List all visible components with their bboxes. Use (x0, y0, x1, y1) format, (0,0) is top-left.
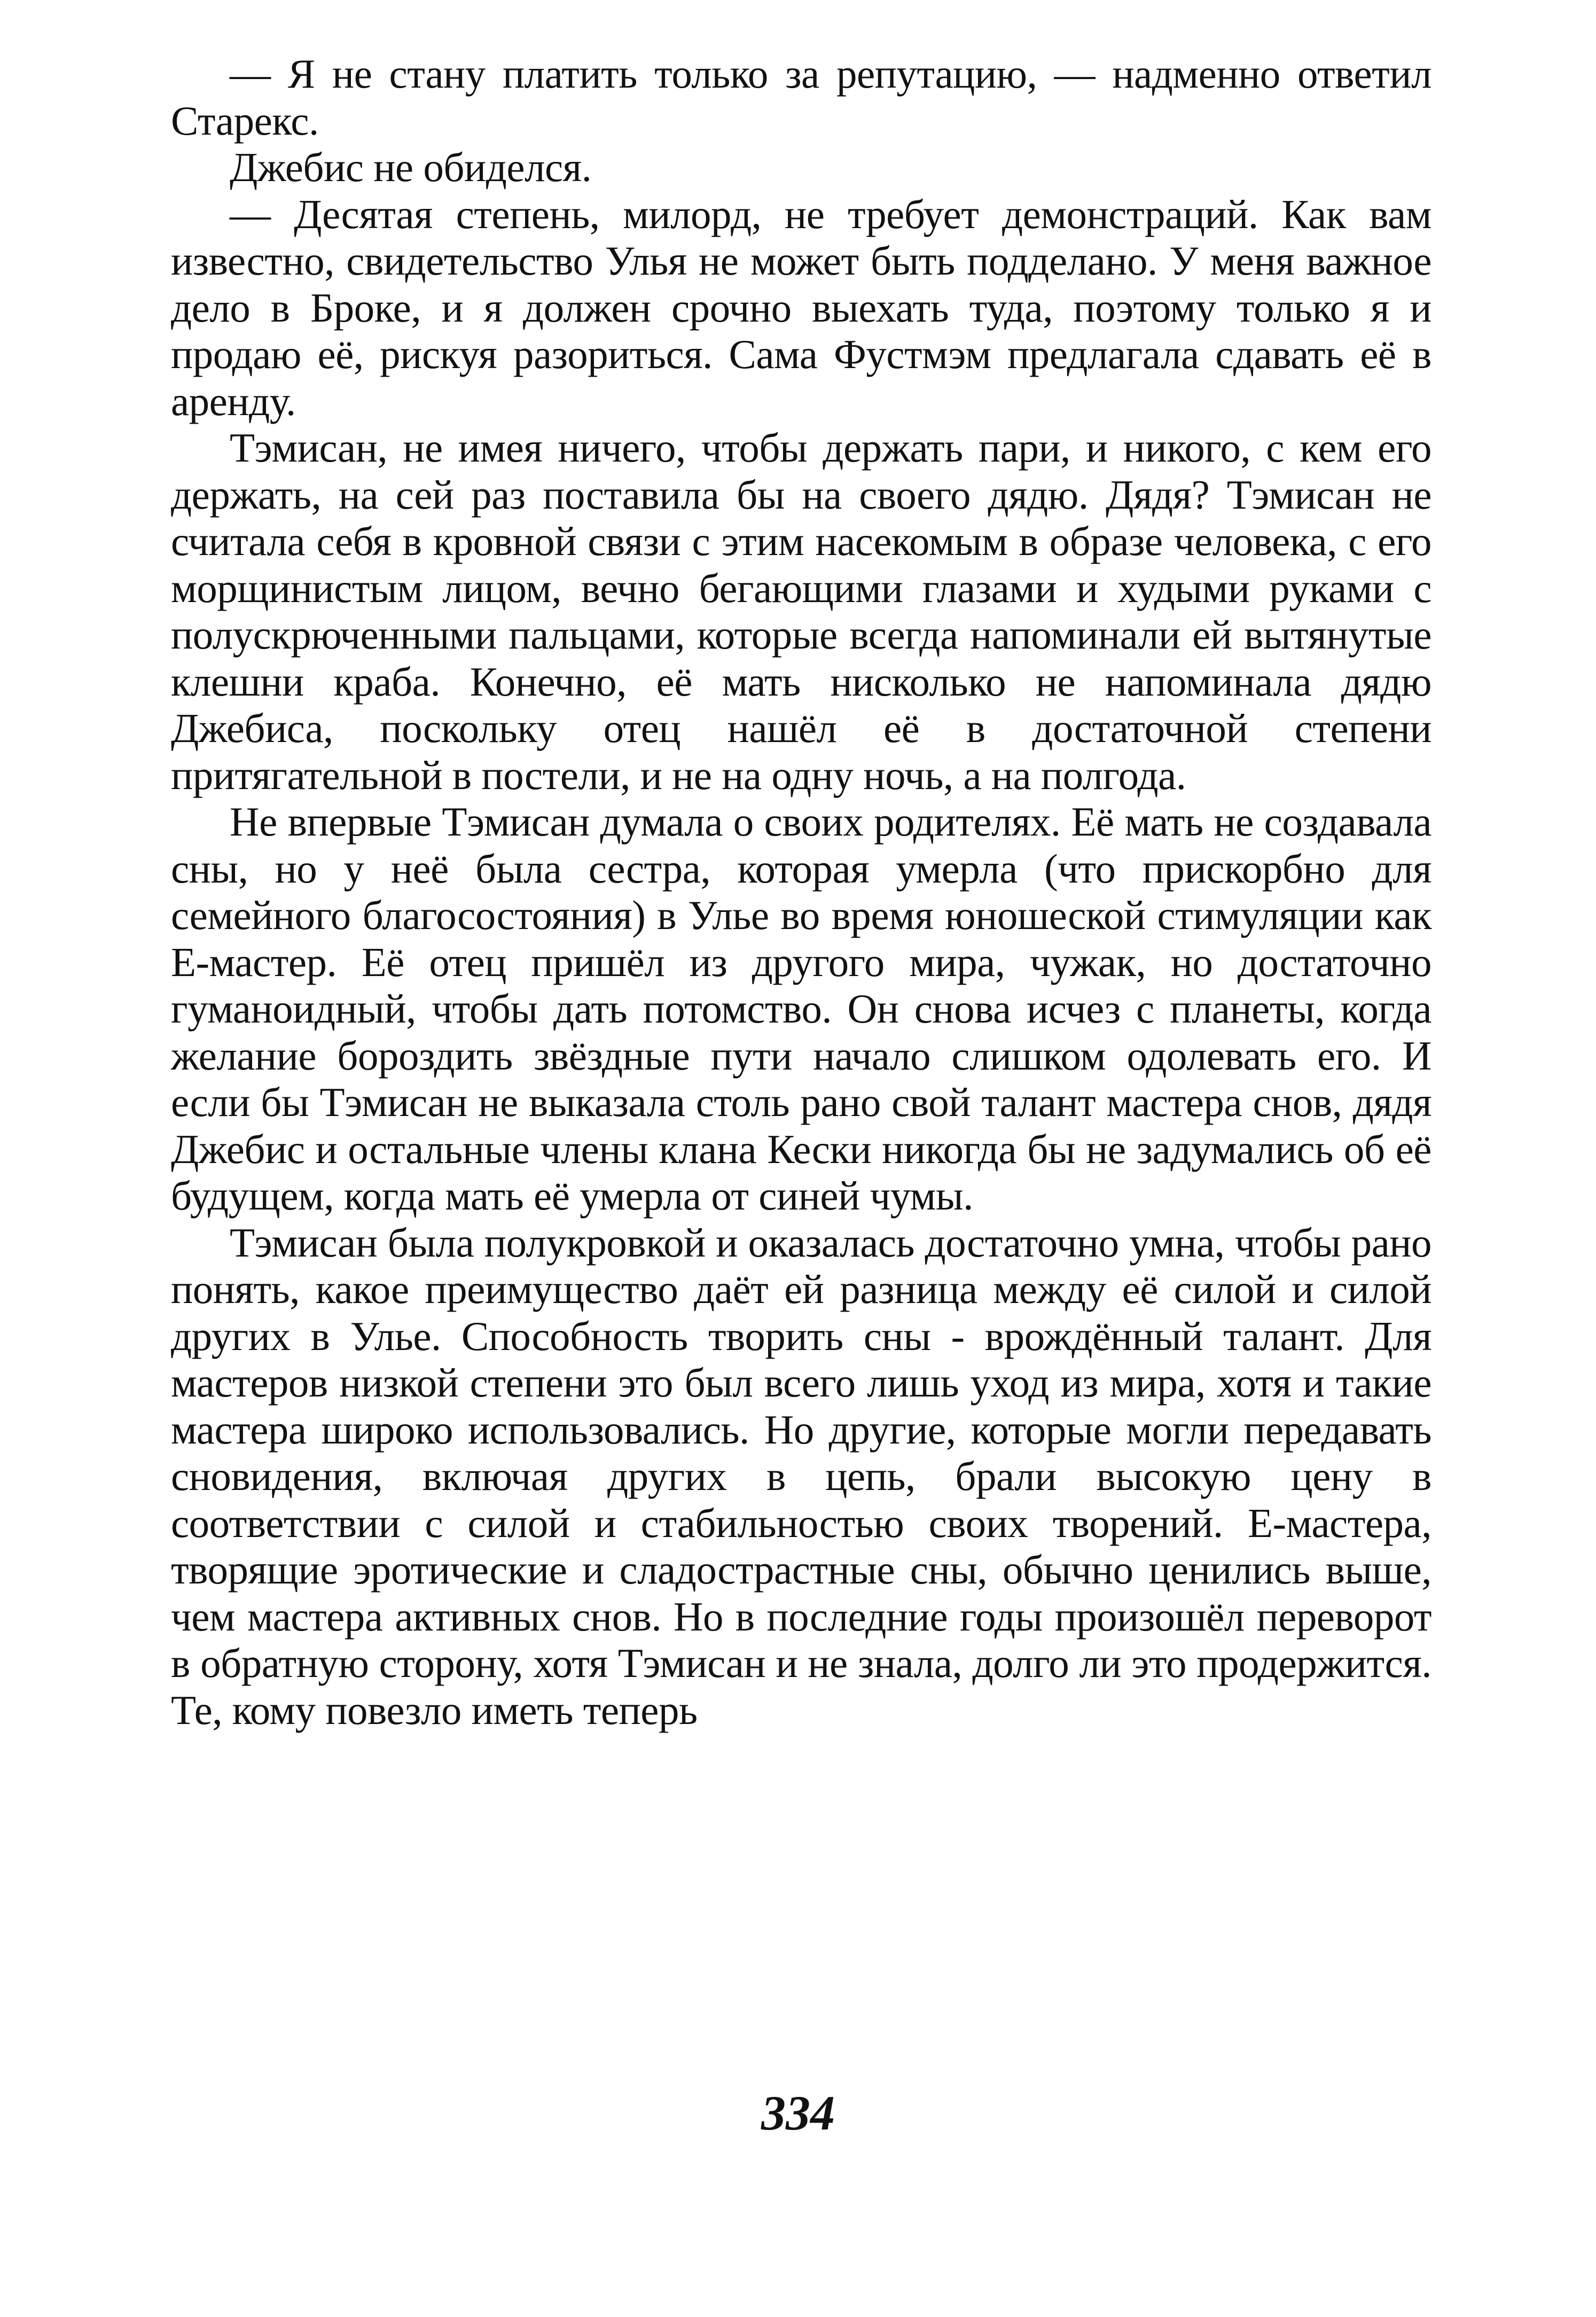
paragraph-4: Тэмисан, не имея ничего, чтобы держать пари, и никого, с кем его держать, на сей раз поставила бы на своего дядю. Дядя? Тэмисан не считала себя в кровной связи с этим насекомым в образе человека, с его морщинистым лицом, вечно бегающими глазами и худыми руками с полускрюченными пальцами, которые всегда напоминали ей вытянутые клешни краба. Конечно, её мать нисколько не напоминала дядю Джебиса, поскольку отец нашёл её в достаточной степени притягательной в постели, и не на одну ночь, а на полгода. (171, 425, 1431, 798)
page-text (171, 51, 1431, 1734)
page-number: 334 (761, 2086, 835, 2140)
paragraph-5: Не впервые Тэмисан думала о своих родителях. Её мать не создавала сны, но у неё была сестра, которая умерла (что прискорбно для семейного благосостояния) в Улье во время юношеской стимуляции как Е-мастер. Её отец пришёл из другого мира, чужак, но достаточно гуманоидный, чтобы дать потомство. Он снова исчез с планеты, когда желание бороздить звёздные пути начало слишком одолевать его. И если бы Тэмисан не выказала столь рано свой талант мастера снов, дядя Джебис и остальные члены клана Кески никогда бы не задумались об её будущем, когда мать её умерла от синей чумы. (171, 799, 1431, 1219)
paragraph-1: — Я не стану платить только за репутацию, — надменно ответил Старекс. (171, 51, 1431, 144)
paragraph-6: Тэмисан была полукровкой и оказалась достаточно умна, чтобы рано понять, какое преимущество даёт ей разница между её силой и силой других в Улье. Способность творить сны - врождённый талант. Для мастеров низкой степени это был всего лишь уход из мира, хотя и такие мастера широко использовались. Но другие, которые могли передавать сновидения, включая других в цепь, брали высокую цену в соответствии с силой и стабильностью своих творений. Е-мастера, творящие эротические и сладострастные сны, обычно ценились выше, чем мастера активных снов. Но в последние годы произошёл переворот в обратную сторону, хотя Тэмисан и не знала, долго ли это продержится. Те, кому повезло иметь теперь (171, 1219, 1431, 1733)
paragraph-3: — Десятая степень, милорд, не требует демонстраций. Как вам известно, свидетельство Улья не может быть подделано. У меня важное дело в Броке, и я должен срочно выехать туда, поэтому только я и продаю её, рискуя разориться. Сама Фустмэм предлагала сдавать её в аренду. (171, 191, 1431, 424)
paragraph-2: Джебис не обиделся. (230, 144, 592, 190)
